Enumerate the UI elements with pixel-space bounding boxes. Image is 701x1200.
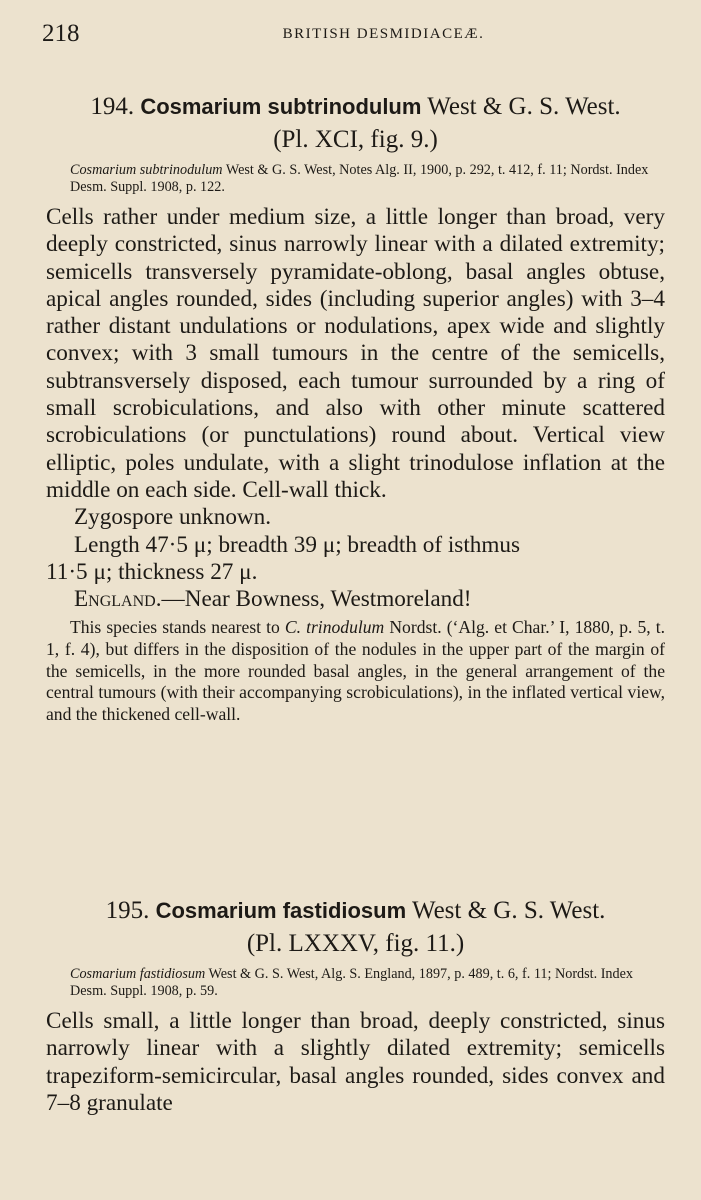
plate-reference: (Pl. XCI, fig. 9.) [273, 126, 438, 153]
species-entry-195 [46, 896, 665, 1117]
species-name: Cosmarium subtrinodulum [140, 94, 422, 119]
note-species-ref: C. trinodulum [284, 617, 385, 638]
note-part-a: This species stands nearest to [70, 617, 280, 638]
species-heading [46, 92, 665, 122]
synonymy-name: Cosmarium subtrinodulum [70, 162, 223, 178]
measurements-line-2: 11·5 μ; thickness 27 μ. [46, 558, 258, 585]
plate-reference: (Pl. LXXXV, fig. 11.) [246, 930, 465, 957]
synonymy-name: Cosmarium fastidiosum [70, 966, 206, 982]
species-authority: West & G. S. West. [411, 897, 606, 924]
species-number: 194. [90, 93, 135, 120]
running-title: BRITISH DESMIDIACEÆ. [282, 26, 485, 42]
measurements [46, 532, 665, 587]
page-number: 218 [42, 20, 80, 47]
running-head [42, 20, 665, 52]
description: Cells small, a little longer than broad, deeply constricted, sinus narrowly linear with a slightly dilated extremity; semicells trapeziform-semicircular, basal angles rounded, sides convex and 7–8 granulate [46, 1008, 665, 1116]
species-number: 195. [105, 897, 150, 924]
species-authority: West & G. S. West. [427, 93, 621, 120]
note-part-b: Nordst. (‘Alg. et Char.’ I, 1880, p. 5, t. 1, f. 4), but differs in the disposition of the nodules in the upper part of the margin of the semicells, in the more rounded basal angles, in the general arrangement of the central tumours (with their accompanying scrobiculations), in the inflated vertical view, and the thickened cell-wall. [46, 617, 666, 724]
synonymy [70, 162, 665, 196]
species-entry-194 [46, 92, 665, 725]
comparison-note [46, 617, 665, 725]
locality-country: England. [74, 586, 162, 613]
locality-place: —Near Bowness, Westmoreland! [161, 586, 472, 613]
description: Cells rather under medium size, a little longer than broad, very deeply constricted, sinus narrowly linear with a dilated extremity; semicells transversely pyramidate-oblong, basal angles obtuse, apical angles rounded, sides (including superior angles) with 3–4 rather distant undulations or nodulations, apex wide and slightly convex; with 3 small tumours in the centre of the semicells, subtransversely disposed, each tumour surrounded by a ring of small scrobiculations, and also with other minute scattered scrobiculations (or punctulations) round about. Vertical view elliptic, poles undulate, with a slight trinodulose inflation at the middle on each side. Cell-wall thick. [46, 204, 665, 503]
synonymy-citation: West & G. S. West, Notes Alg. II, 1900, p. 292, t. 412, f. 11; Nordst. Index Desm. Suppl. 1908, p. 122. [70, 162, 649, 195]
species-name: Cosmarium fastidiosum [155, 898, 407, 923]
synonymy [70, 966, 665, 1000]
synonymy-citation: West & G. S. West, Alg. S. England, 1897, p. 489, t. 6, f. 11; Nordst. Index Desm. Suppl. 1908, p. 59. [70, 966, 634, 999]
zygospore-note: Zygospore unknown. [74, 504, 272, 531]
locality [46, 586, 665, 613]
species-heading [46, 896, 665, 926]
measurements-line-1: Length 47·5 μ; breadth 39 μ; breadth of isthmus [74, 531, 521, 558]
